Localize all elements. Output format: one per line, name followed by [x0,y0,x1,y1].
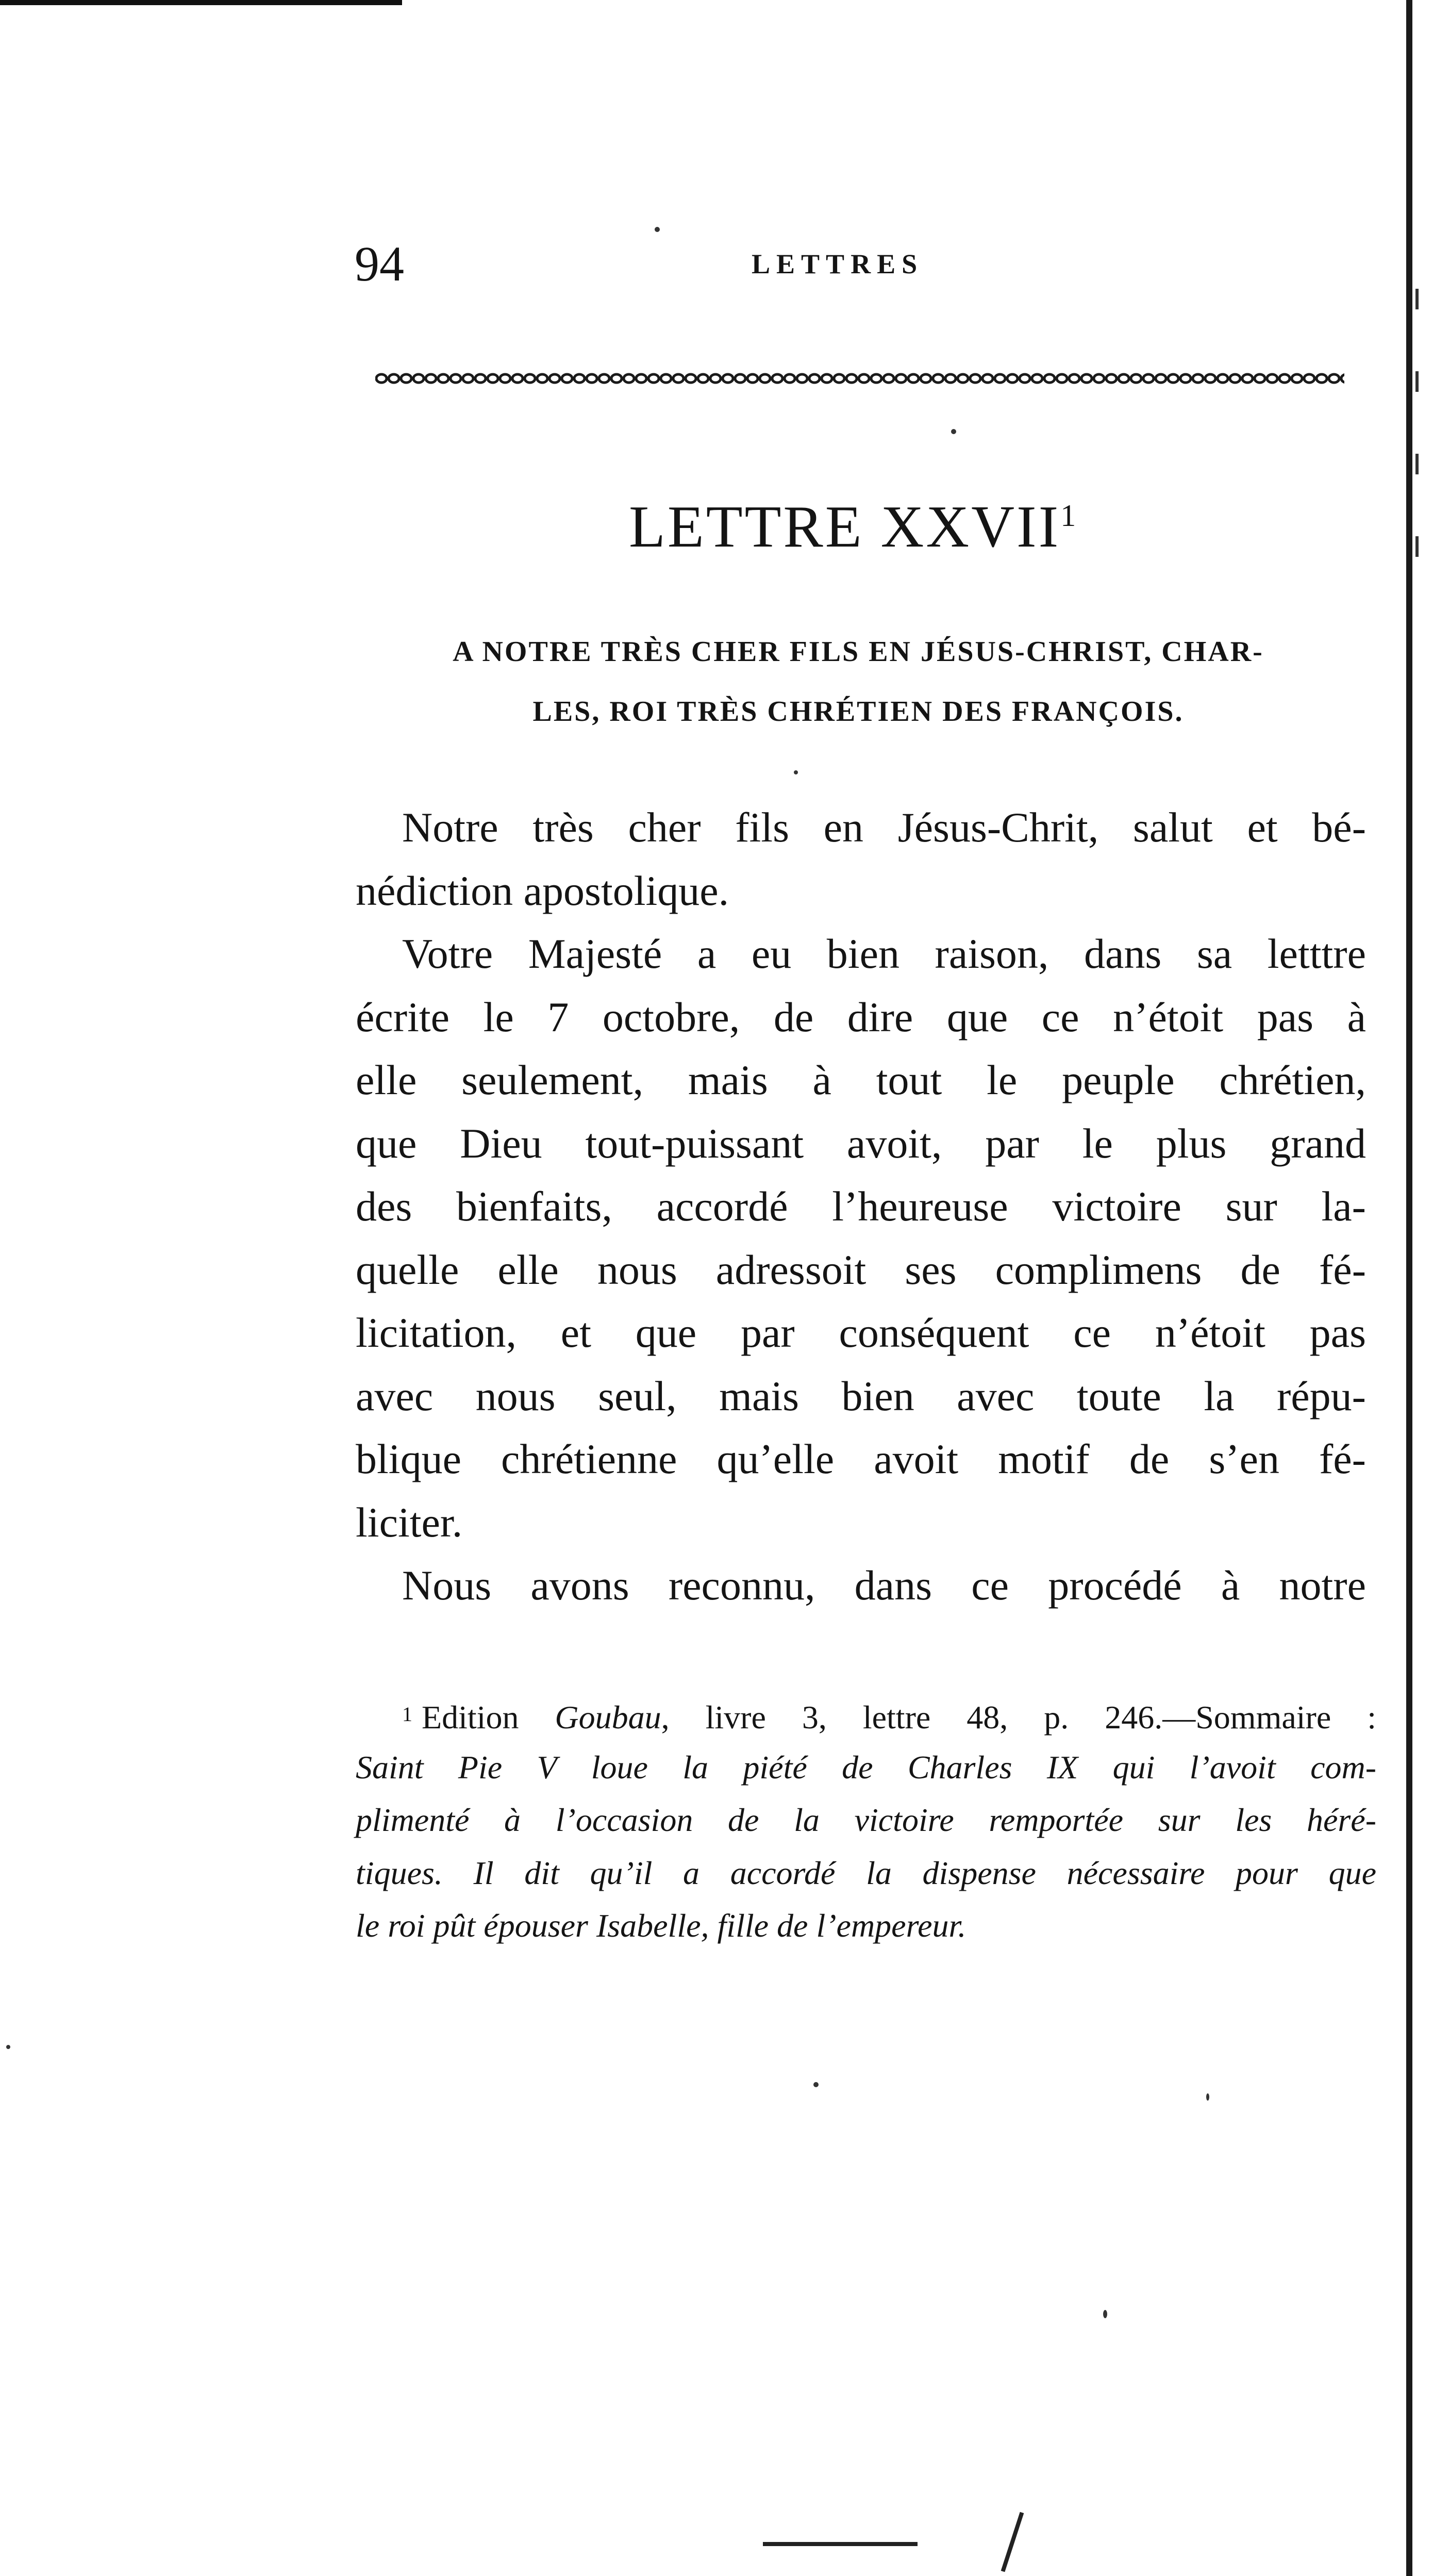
ornamental-rule [375,370,1344,387]
page-number: 94 [355,236,404,291]
footnote-editor: Goubau [555,1699,661,1736]
body-line: liciter. [356,1498,463,1546]
heading-footnote-mark: 1 [1060,499,1078,533]
address-line: A NOTRE TRÈS CHER FILS EN JÉSUS-CHRIST, CHAR- [453,636,1264,668]
body-line: Notre très cher fils en Jésus-Chrit, salut et bé- [402,804,1366,851]
footnote-line: le roi pût épouser Isabelle, fille de l’empereur. [356,1907,967,1944]
scan-edge-marks [1415,289,1426,598]
body-line: des bienfaits, accordé l’heureuse victoire sur la- [356,1183,1366,1230]
scan-edge-right [1406,0,1412,2576]
footnote-mark: 1 [402,1703,412,1726]
body-line: avec nous seul, mais bien avec toute la répu- [356,1372,1366,1419]
footnote [356,1688,1376,1953]
footnote-line: tiques. Il dit qu’il a accordé la dispense nécessaire pour que [356,1854,1376,1891]
running-head [355,233,1375,295]
body-line: Votre Majesté a eu bien raison, dans sa letttre [402,930,1366,977]
body-line: quelle elle nous adressoit ses complimens de fé- [356,1246,1366,1293]
footnote-line: Saint Pie V loue la piété de Charles IX qui l’avoit com- [356,1748,1376,1786]
letter-body [356,796,1366,1617]
body-line: blique chrétienne qu’elle avoit motif de s’en fé- [356,1435,1366,1482]
ink-rule [763,2542,918,2546]
address-line: LES, ROI TRÈS CHRÉTIEN DES FRANÇOIS. [532,696,1184,728]
letter-heading [629,480,1078,563]
footnote-reference: , livre 3, lettre 48, p. 246.—Sommaire : [661,1699,1376,1736]
body-line: elle seulement, mais à tout le peuple chrétien, [356,1056,1366,1103]
footnote-line: plimenté à l’occasion de la victoire remportée sur les héré- [356,1802,1376,1838]
footnote-edition-label: Edition [422,1699,555,1736]
running-title: LETTRES [752,249,924,279]
footnote-line [356,1688,1376,1741]
letter-heading-text: LETTRE XXVII [629,494,1061,560]
body-line: nédiction apostolique. [356,867,729,914]
scan-edge-top [0,0,402,5]
body-line: que Dieu tout-puissant avoit, par le plus grand [356,1119,1366,1167]
body-line: écrite le 7 octobre, de dire que ce n’étoit pas à [356,993,1366,1041]
letter-address [356,622,1361,741]
body-line: licitation, et que par conséquent ce n’étoit pas [356,1309,1366,1356]
body-line: Nous avons reconnu, dans ce procédé à notre [402,1562,1366,1609]
ink-mark [1001,2512,1024,2572]
